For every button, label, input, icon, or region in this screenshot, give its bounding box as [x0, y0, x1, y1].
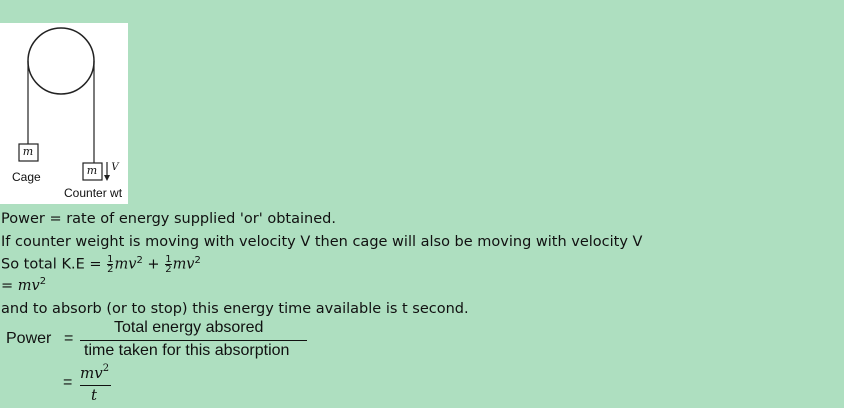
power-label: Power [6, 330, 52, 347]
counterweight-label: Counter wt [64, 186, 123, 200]
velocity-label: V [111, 162, 119, 173]
cage-mass-label: m [22, 145, 34, 158]
half-den-2: 2 [165, 264, 172, 275]
power-definition: Power = rate of energy supplied 'or' obtained. [1, 211, 336, 227]
formula-numerator: Total energy absored [114, 319, 264, 336]
velocity-statement: If counter weight is moving with velocity V then cage will also be moving with velocity V [1, 234, 643, 250]
mv-term-2: mv [172, 256, 195, 273]
formula-denominator: time taken for this absorption [84, 342, 290, 359]
half-num-2: 1 [165, 254, 172, 265]
half-num-1: 1 [107, 254, 114, 265]
half-den-1: 2 [107, 264, 114, 275]
counterweight-mass-label: m [86, 164, 98, 177]
ke-result-equals: = [1, 278, 14, 294]
result-exp: 2 [102, 363, 110, 374]
result-mv: mv [80, 364, 103, 382]
exp-2: 2 [194, 254, 201, 266]
result-denominator: t [91, 386, 98, 404]
ke-result-mv: mv [17, 278, 40, 294]
ke-label: K.E = [61, 256, 102, 273]
plus-sign: + [147, 256, 160, 273]
absorb-statement: and to absorb (or to stop) this energy time available is t second. [1, 301, 469, 317]
kinetic-energy-line [1, 255, 201, 274]
cage-counterweight-figure [0, 23, 128, 204]
result-equals: = [63, 374, 73, 391]
pulley-wheel [28, 28, 94, 94]
mv-term-1: mv [114, 256, 137, 273]
ke-prefix: So total [1, 256, 57, 273]
velocity-arrow-head [104, 175, 110, 181]
ke-result-exp: 2 [39, 276, 47, 287]
cage-label: Cage [12, 170, 41, 184]
half-fraction-1 [107, 255, 113, 274]
result-numerator [80, 364, 109, 382]
formula-fraction-bar [80, 340, 307, 341]
exp-1: 2 [136, 254, 143, 266]
ke-result-line [1, 278, 46, 294]
power-equals: = [64, 330, 74, 347]
half-fraction-2 [165, 255, 171, 274]
